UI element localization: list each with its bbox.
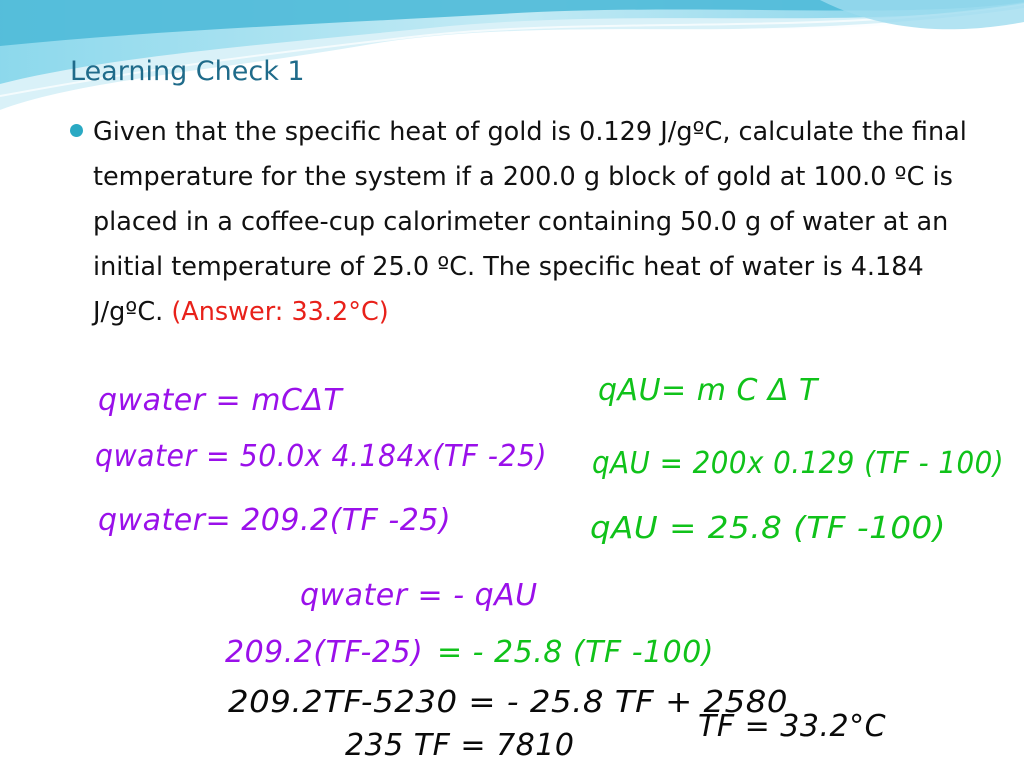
answer-text: (Answer: 33.2°C) [171, 297, 389, 327]
expanded-equation: 209.2TF-5230 = - 25.8 TF + 2580 [228, 685, 788, 720]
heat-balance-water: qwater = - qAU [300, 578, 538, 613]
water-equation-2: qwater = 50.0x 4.184x(TF -25) [95, 439, 547, 474]
final-result: TF = 33.2°C [698, 709, 887, 744]
gold-equation-2: qAU = 200x 0.129 (TF - 100) [592, 446, 1004, 481]
substitution-right: = - 25.8 (TF -100) [437, 635, 714, 670]
water-equation-1: qwater = mCΔT [98, 383, 343, 418]
problem-text: Given that the specific heat of gold is 0.129 J/gºC, calculate the final temperature for the system if a 200.0 g block of gold at 100.0 ºC is placed in a coffee-cup calorimeter containing 50.0 g of water at an initial temperature of 25.0 ºC. The specific heat of water is 4.184 J/gºC. [93, 117, 967, 327]
gold-equation-3: qAU = 25.8 (TF -100) [590, 511, 946, 546]
water-equation-3: qwater= 209.2(TF -25) [98, 503, 452, 538]
slide-title: Learning Check 1 [70, 56, 305, 87]
collected-equation: 235 TF = 7810 [345, 728, 575, 763]
gold-equation-1: qAU= m C Δ T [598, 373, 818, 408]
substitution-left: 209.2(TF-25) [225, 635, 424, 670]
